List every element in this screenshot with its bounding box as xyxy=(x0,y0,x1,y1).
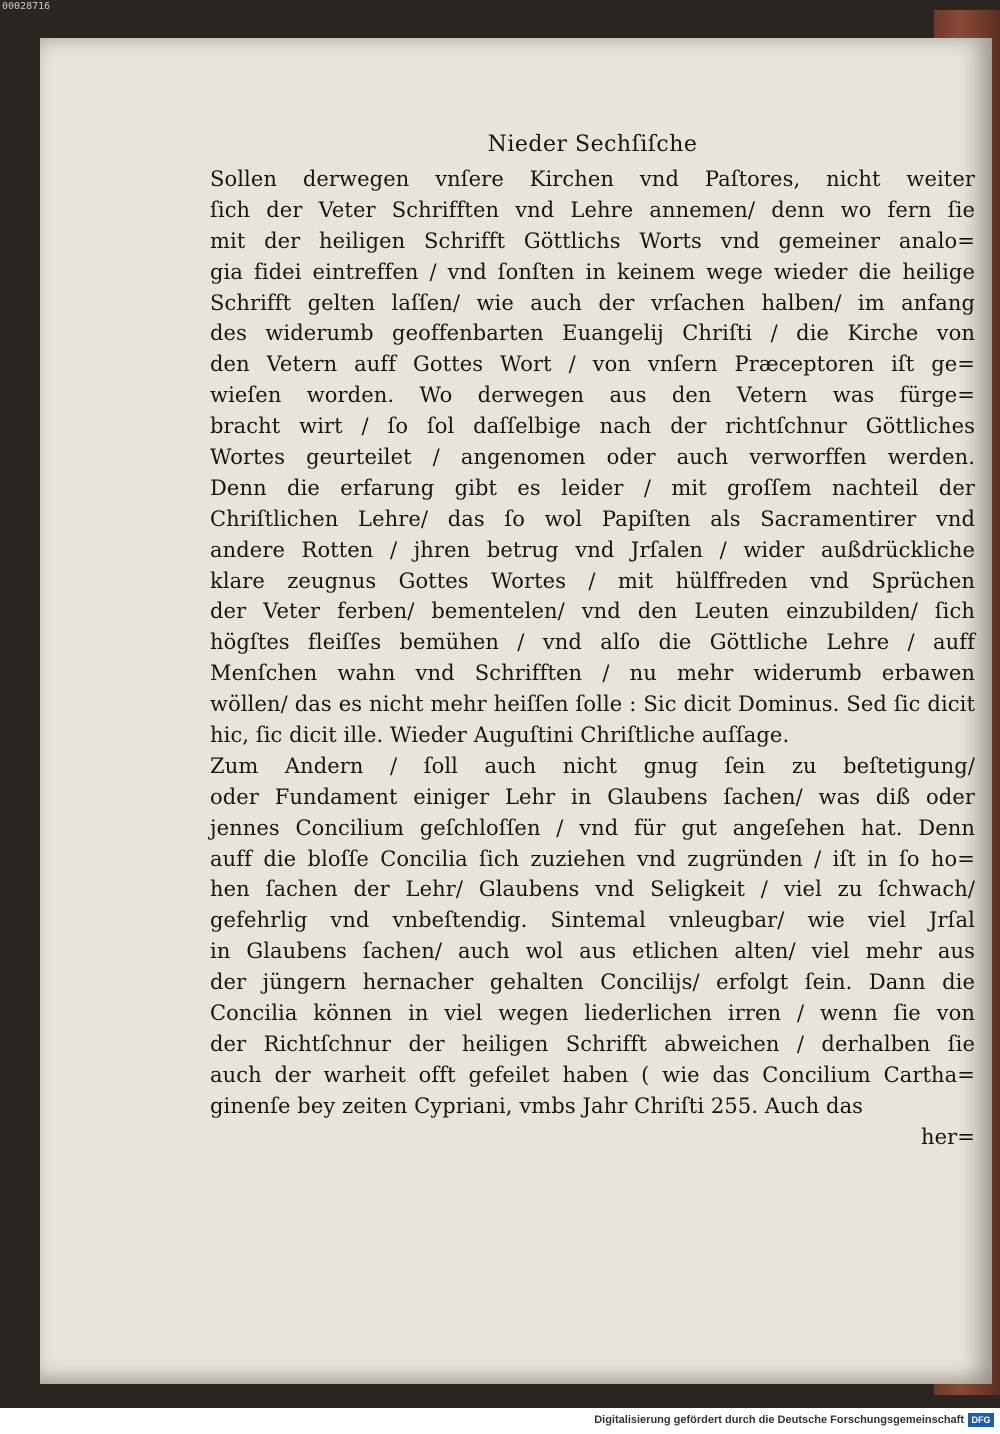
text-line: högſtes fleiſſes bemühen / vnd alſo die Göttliche Lehre / auff xyxy=(210,630,975,655)
footer-bar xyxy=(0,1408,1000,1434)
text-line: gefehrlig vnd vnbeſtendig. Sintemal vnleugbar/ wie viel Jrſal xyxy=(210,908,975,933)
text-line: Schrifft gelten laſſen/ wie auch der vrſachen halben/ im anfang xyxy=(210,290,975,315)
text-line: in Glaubens ſachen/ auch wol aus etlichen alten/ viel mehr aus xyxy=(210,939,975,964)
text-line: Sollen derwegen vnſere Kirchen vnd Paſtores, nicht weiter xyxy=(210,167,975,191)
text-line: Chriſtlichen Lehre/ das ſo wol Papiſten als Sacramentirer vnd xyxy=(210,506,975,531)
dfg-logo: DFG xyxy=(968,1413,994,1427)
footer-credit: Digitalisierung gefördert durch die Deutsche Forschungsgemeinschaft xyxy=(594,1414,964,1426)
text-line: wieſen worden. Wo derwegen aus den Vetern was fürge= xyxy=(210,383,975,408)
text-line: hic, ſic dicit ille. Wieder Auguſtini Chriſtliche auſſage. xyxy=(210,723,790,748)
text-line: mit der heiligen Schrifft Göttlichs Worts vnd gemeiner analo= xyxy=(210,228,975,253)
text-line: andere Rotten / jhren betrug vnd Jrſalen / wider außdrückliche xyxy=(210,537,975,562)
scan-id: 00028716 xyxy=(2,1,51,12)
document-page xyxy=(40,38,992,1384)
text-line: gia fidei eintreffen / vnd ſonſten in keinem wege wieder die heilige xyxy=(210,259,975,284)
text-lines xyxy=(210,164,975,1122)
running-head: Nieder Sechſiſche xyxy=(487,132,698,157)
text-line: auff die bloſſe Concilia ſich zuziehen vnd zugründen / iſt in ſo ho= xyxy=(210,846,975,871)
text-line: bracht wirt / ſo ſol daſſelbige nach der richtſchnur Göttliches xyxy=(210,414,975,439)
text-line: Menſchen wahn vnd Schrifften / nu mehr widerumb erbawen xyxy=(210,661,975,686)
text-line: den Vetern auff Gottes Wort / von vnſern Præceptoren iſt ge= xyxy=(210,352,975,377)
text-line: der Veter ferben/ bementelen/ vnd den Leuten einzubilden/ ſich xyxy=(210,599,975,624)
text-line: Wortes geurteilet / angenomen oder auch verworffen werden. xyxy=(210,445,975,470)
text-line: klare zeugnus Gottes Wortes / mit hülffreden vnd Sprüchen xyxy=(210,568,975,593)
text-line: Concilia können in viel wegen liederlichen irren / wenn ſie von xyxy=(210,1001,975,1026)
text-line: des widerumb geoffenbarten Euangelij Chriſti / die Kirche von xyxy=(210,321,975,346)
text-line: auch der warheit offt gefeilet haben ( wie das Concilium Cartha= xyxy=(210,1062,975,1087)
text-line: Zum Andern / ſoll auch nicht gnug ſein zu beſtetigung/ xyxy=(210,753,975,778)
text-line: jennes Concilium geſchloſſen / vnd für gut angeſehen hat. Denn xyxy=(210,815,975,840)
text-line: oder Fundament einiger Lehr in Glaubens ſachen/ was diß oder xyxy=(210,784,975,809)
text-line: ſich der Veter Schrifften vnd Lehre annemen/ denn wo fern ſie xyxy=(210,197,975,222)
text-line: der Richtſchnur der heiligen Schrifft abweichen / derhalben ſie xyxy=(210,1031,975,1056)
text-line: ginenſe bey zeiten Cypriani, vmbs Jahr Chriſti 255. Auch das xyxy=(210,1093,864,1118)
text-line: Denn die erfarung gibt es leider / mit groſſem nachteil der xyxy=(210,475,975,500)
catchword: her= xyxy=(921,1124,975,1149)
text-line: wöllen/ das es nicht mehr heiſſen ſolle : Sic dicit Dominus. Sed ſic dicit xyxy=(210,692,975,717)
text-line: hen ſachen der Lehr/ Glaubens vnd Seligkeit / viel zu ſchwach/ xyxy=(210,877,975,902)
text-line: der jüngern hernacher gehalten Concilijs/ erfolgt ſein. Dann die xyxy=(210,970,975,995)
text-block xyxy=(210,130,975,1153)
